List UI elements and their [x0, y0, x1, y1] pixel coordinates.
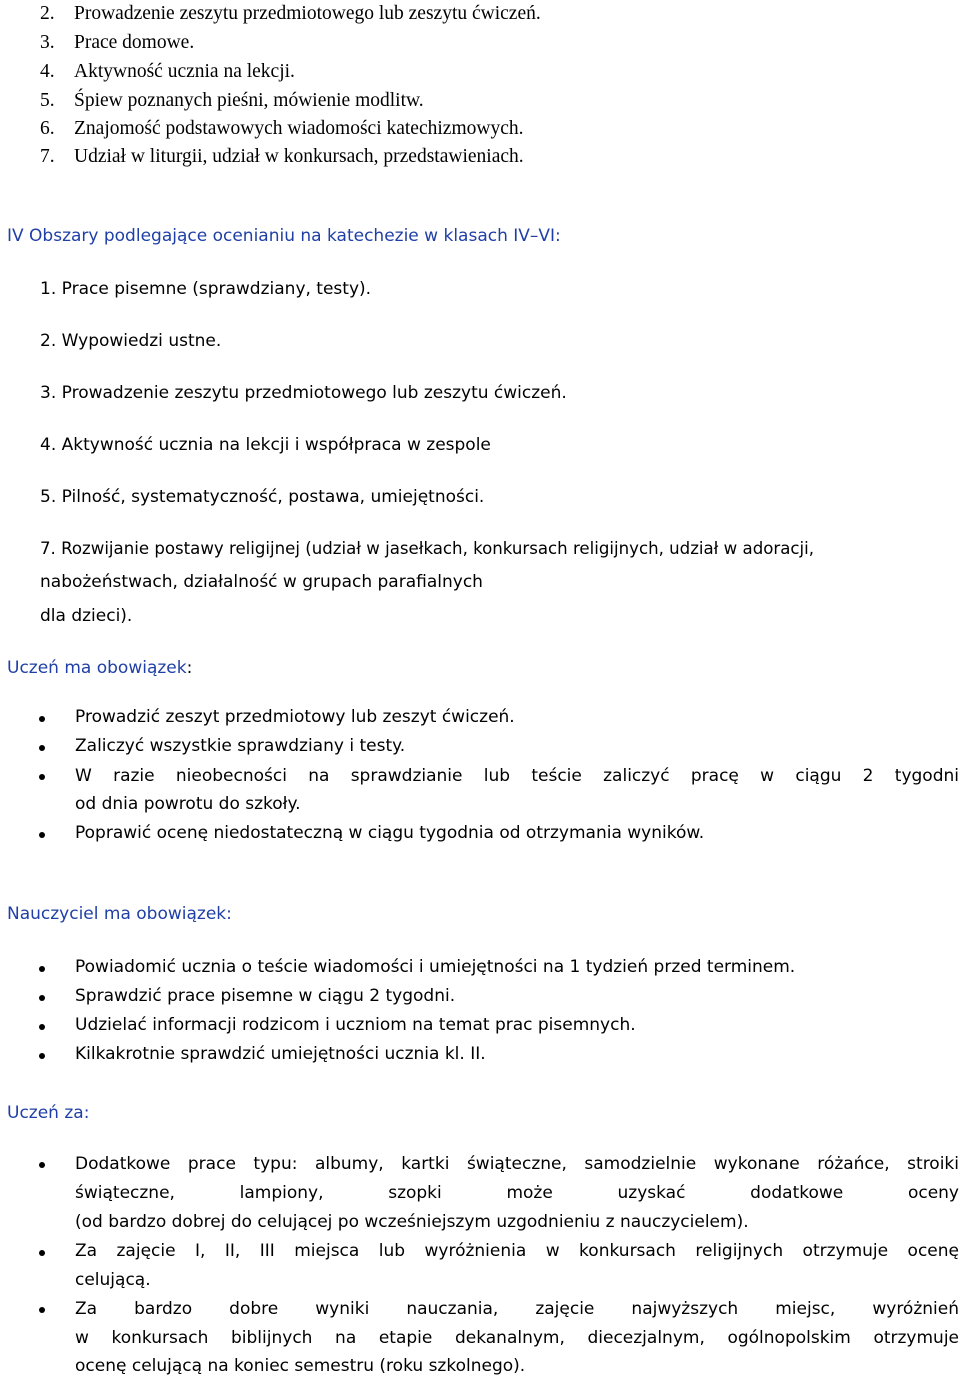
top-list-item: 5. Śpiew poznanych pieśni, mówienie modlitw. — [40, 90, 424, 111]
uczen-obowiazek-bullet: Zaliczyć wszystkie sprawdziany i testy. — [75, 736, 406, 756]
uczen-za-bullet: Za bardzo dobre wyniki nauczania, zajęcie najwyższych miejsc, wyróżnień — [75, 1299, 959, 1319]
bullet-icon — [39, 716, 45, 722]
bullet-icon — [39, 966, 45, 972]
top-list-item: 3. Prace domowe. — [40, 32, 195, 53]
bullet-icon — [39, 995, 45, 1001]
nauczyciel-obowiazek-heading: Nauczyciel ma obowiązek: — [7, 904, 232, 924]
top-list-item: 6. Znajomość podstawowych wiadomości katechizmowych. — [40, 118, 524, 139]
bullet-icon — [39, 1162, 45, 1168]
bullet-icon — [39, 1250, 45, 1256]
section-iv-item: 5. Pilność, systematyczność, postawa, umiejętności. — [40, 487, 485, 507]
section-iv-item: 3. Prowadzenie zeszytu przedmiotowego lub zeszytu ćwiczeń. — [40, 383, 567, 403]
bullet-icon — [39, 1307, 45, 1313]
section-iv-item-7-line: 7. Rozwijanie postawy religijnej (udział w jasełkach, konkursach religijnych, udział w adoracji, — [40, 539, 814, 558]
uczen-obowiazek-bullet: Prowadzić zeszyt przedmiotowy lub zeszyt ćwiczeń. — [75, 707, 515, 727]
uczen-obowiazek-bullet-cont: od dnia powrotu do szkoły. — [75, 794, 301, 814]
section-iv-item-7-line: dla dzieci). — [40, 606, 133, 626]
section-iv-item: 1. Prace pisemne (sprawdziany, testy). — [40, 279, 372, 299]
uczen-obowiazek-heading: Uczeń ma obowiązek: — [7, 658, 193, 678]
top-list-item: 7. Udział w liturgii, udział w konkursach, przedstawieniach. — [40, 146, 524, 167]
uczen-za-bullet-cont: (od bardzo dobrej do celującej po wcześniejszym uzgodnieniu z nauczycielem). — [75, 1212, 749, 1232]
uczen-obowiazek-bullet: Poprawić ocenę niedostateczną w ciągu tygodnia od otrzymania wyników. — [75, 823, 705, 843]
nauczyciel-bullet: Udzielać informacji rodzicom i uczniom na temat prac pisemnych. — [75, 1015, 636, 1035]
nauczyciel-bullet: Sprawdzić prace pisemne w ciągu 2 tygodni. — [75, 986, 456, 1006]
uczen-za-bullet-cont: świąteczne, lampiony, szopki może uzyskać dodatkowe oceny — [75, 1183, 959, 1203]
section-iv-item-7-line: nabożeństwach, działalność w grupach parafialnych — [40, 572, 483, 592]
uczen-za-bullet-cont: w konkursach biblijnych na etapie dekanalnym, diecezjalnym, ogólnopolskim otrzymuje — [75, 1328, 959, 1348]
bullet-icon — [39, 774, 45, 780]
nauczyciel-bullet: Kilkakrotnie sprawdzić umiejętności ucznia kl. II. — [75, 1044, 486, 1064]
uczen-za-bullet: Dodatkowe prace typu: albumy, kartki świąteczne, samodzielnie wykonane różańce, stroiki — [75, 1154, 959, 1174]
bullet-icon — [39, 1053, 45, 1059]
top-list-item: 2. Prowadzenie zeszytu przedmiotowego lub zeszytu ćwiczeń. — [40, 3, 541, 24]
section-iv-heading: IV Obszary podlegające ocenianiu na katechezie w klasach IV–VI: — [7, 226, 561, 246]
uczen-za-heading: Uczeń za: — [7, 1103, 90, 1123]
bullet-icon — [39, 1024, 45, 1030]
section-iv-item: 4. Aktywność ucznia na lekcji i współpraca w zespole — [40, 435, 491, 455]
bullet-icon — [39, 745, 45, 751]
bullet-icon — [39, 832, 45, 838]
uczen-za-bullet-cont: ocenę celującą na koniec semestru (roku szkolnego). — [75, 1356, 526, 1376]
nauczyciel-bullet: Powiadomić ucznia o teście wiadomości i umiejętności na 1 tydzień przed terminem. — [75, 957, 796, 977]
section-iv-item: 2. Wypowiedzi ustne. — [40, 331, 222, 351]
top-list-item: 4. Aktywność ucznia na lekcji. — [40, 61, 295, 82]
uczen-za-bullet: Za zajęcie I, II, III miejsca lub wyróżnienia w konkursach religijnych otrzymuje ocenę — [75, 1241, 959, 1261]
uczen-obowiazek-bullet: W razie nieobecności na sprawdzianie lub teście zaliczyć pracę w ciągu 2 tygodni — [75, 766, 959, 786]
uczen-za-bullet-cont: celującą. — [75, 1270, 151, 1290]
